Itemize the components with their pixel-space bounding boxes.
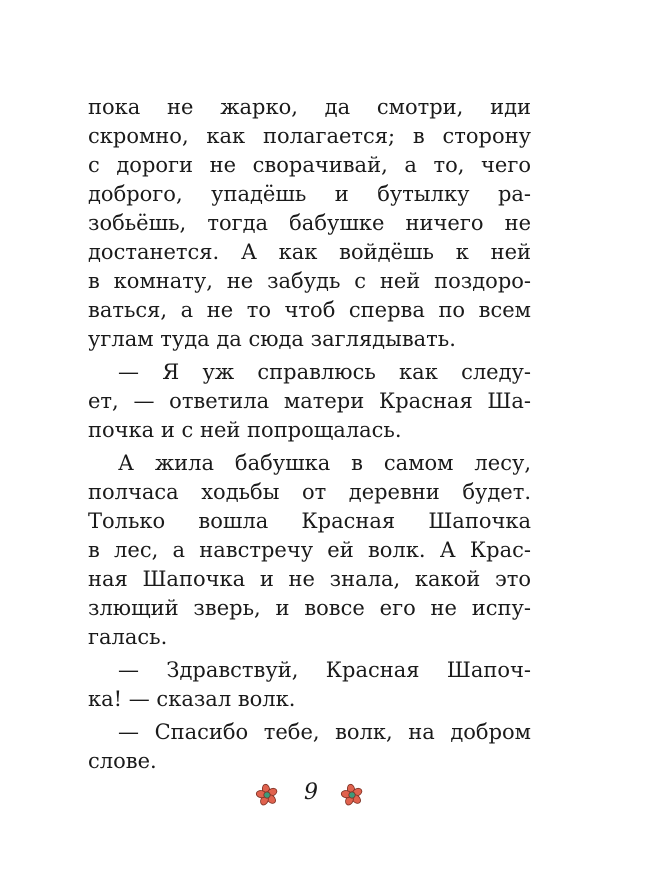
- text-body: [88, 93, 531, 780]
- text-line: полчаса ходьбы от деревни будет.: [88, 480, 531, 504]
- text-line: ваться, а не то чтоб сперва по всем: [88, 298, 531, 322]
- page-footer: [0, 780, 650, 810]
- paragraph: [88, 449, 531, 652]
- text-line: с дороги не сворачивай, а то, чего: [88, 153, 531, 177]
- text-line: ет, — ответила матери Красная Ша-: [88, 389, 531, 413]
- text-line: зобьёшь, тогда бабушке ничего не: [88, 211, 531, 235]
- paragraph: [88, 93, 531, 354]
- text-line: пока не жарко, да смотри, иди: [88, 95, 531, 119]
- text-line: ка! — сказал волк.: [88, 687, 296, 711]
- text-line: ная Шапочка и не знала, какой это: [88, 567, 531, 591]
- flower-icon: [339, 782, 365, 808]
- text-line: доброго, упадёшь и бутылку ра-: [88, 182, 531, 206]
- text-line: скромно, как полагается; в сторону: [88, 124, 531, 148]
- text-line: слове.: [88, 749, 157, 773]
- paragraph: [88, 718, 531, 776]
- text-line: злющий зверь, и вовсе его не испу-: [88, 596, 531, 620]
- flower-center: [349, 792, 355, 798]
- text-line: А жила бабушка в самом лесу,: [118, 451, 531, 475]
- text-line: — Спасибо тебе, волк, на добром: [118, 720, 531, 744]
- paragraph: [88, 656, 531, 714]
- text-line: углам туда да сюда заглядывать.: [88, 327, 456, 351]
- flower-center: [264, 792, 270, 798]
- text-line: почка и с ней попрощалась.: [88, 418, 402, 442]
- text-line: — Здравствуй, Красная Шапоч-: [118, 658, 531, 682]
- page-number: 9: [304, 780, 318, 805]
- text-line: — Я уж справлюсь как следу-: [118, 360, 531, 384]
- flower-icon: [254, 782, 280, 808]
- text-line: галась.: [88, 625, 168, 649]
- text-line: Только вошла Красная Шапочка: [88, 509, 531, 533]
- text-line: в комнату, не забудь с ней поздоро-: [88, 269, 531, 293]
- text-line: достанется. А как войдёшь к ней: [88, 240, 531, 264]
- paragraph: [88, 358, 531, 445]
- text-line: в лес, а навстречу ей волк. А Крас-: [88, 538, 531, 562]
